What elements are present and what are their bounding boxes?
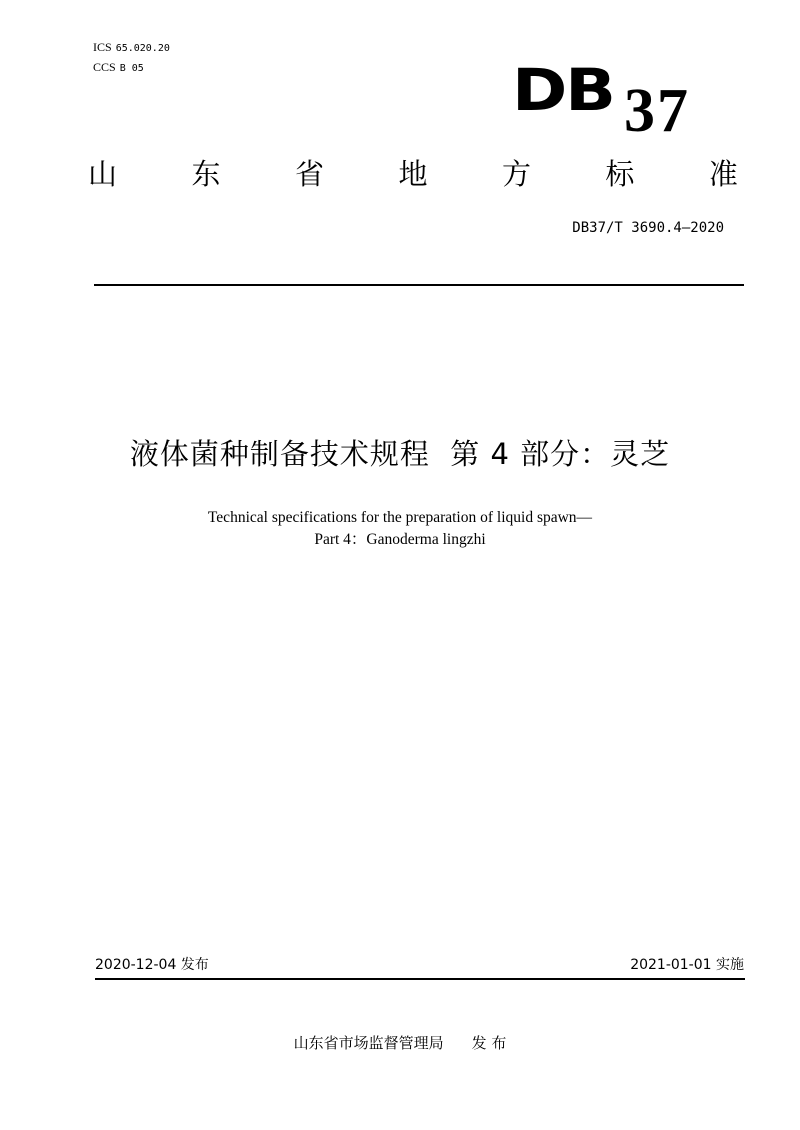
implement-date: 2021-01-01 实施 xyxy=(630,957,744,973)
ccs-line xyxy=(93,60,144,76)
ics-label: ICS xyxy=(93,40,112,54)
standard-type-char: 地 xyxy=(398,157,428,191)
ics-line xyxy=(93,40,170,56)
db37-logo xyxy=(512,58,732,148)
logo-number: 37 xyxy=(624,77,690,145)
ccs-label: CCS xyxy=(93,60,116,74)
title-english-line1: Technical specifications for the preparation of liquid spawn— xyxy=(207,509,593,526)
issue-date: 2020-12-04 发布 xyxy=(95,957,209,973)
standard-type-char: 东 xyxy=(191,157,221,191)
bottom-divider xyxy=(95,978,745,980)
title-english-line2: Part 4：Ganoderma lingzhi xyxy=(314,531,486,548)
standard-type-char: 省 xyxy=(294,157,324,191)
standard-type-char: 方 xyxy=(501,157,531,191)
ccs-code: B 05 xyxy=(119,63,144,74)
ics-code: 65.020.20 xyxy=(115,43,170,54)
standard-type xyxy=(88,152,738,196)
standard-number: DB37/T 3690.4—2020 xyxy=(572,220,724,236)
title-chinese: 液体菌种制备技术规程 第 4 部分：灵芝 xyxy=(129,437,671,471)
top-divider xyxy=(94,284,744,286)
standard-type-char: 准 xyxy=(708,157,738,191)
issuer-action: 发 布 xyxy=(471,1034,507,1052)
issuer-name: 山东省市场监督管理局 xyxy=(293,1034,444,1052)
issuer-line xyxy=(0,1032,800,1054)
standard-type-char: 山 xyxy=(88,157,118,191)
standard-type-char: 标 xyxy=(605,157,635,191)
logo-letters: DB xyxy=(512,56,614,124)
